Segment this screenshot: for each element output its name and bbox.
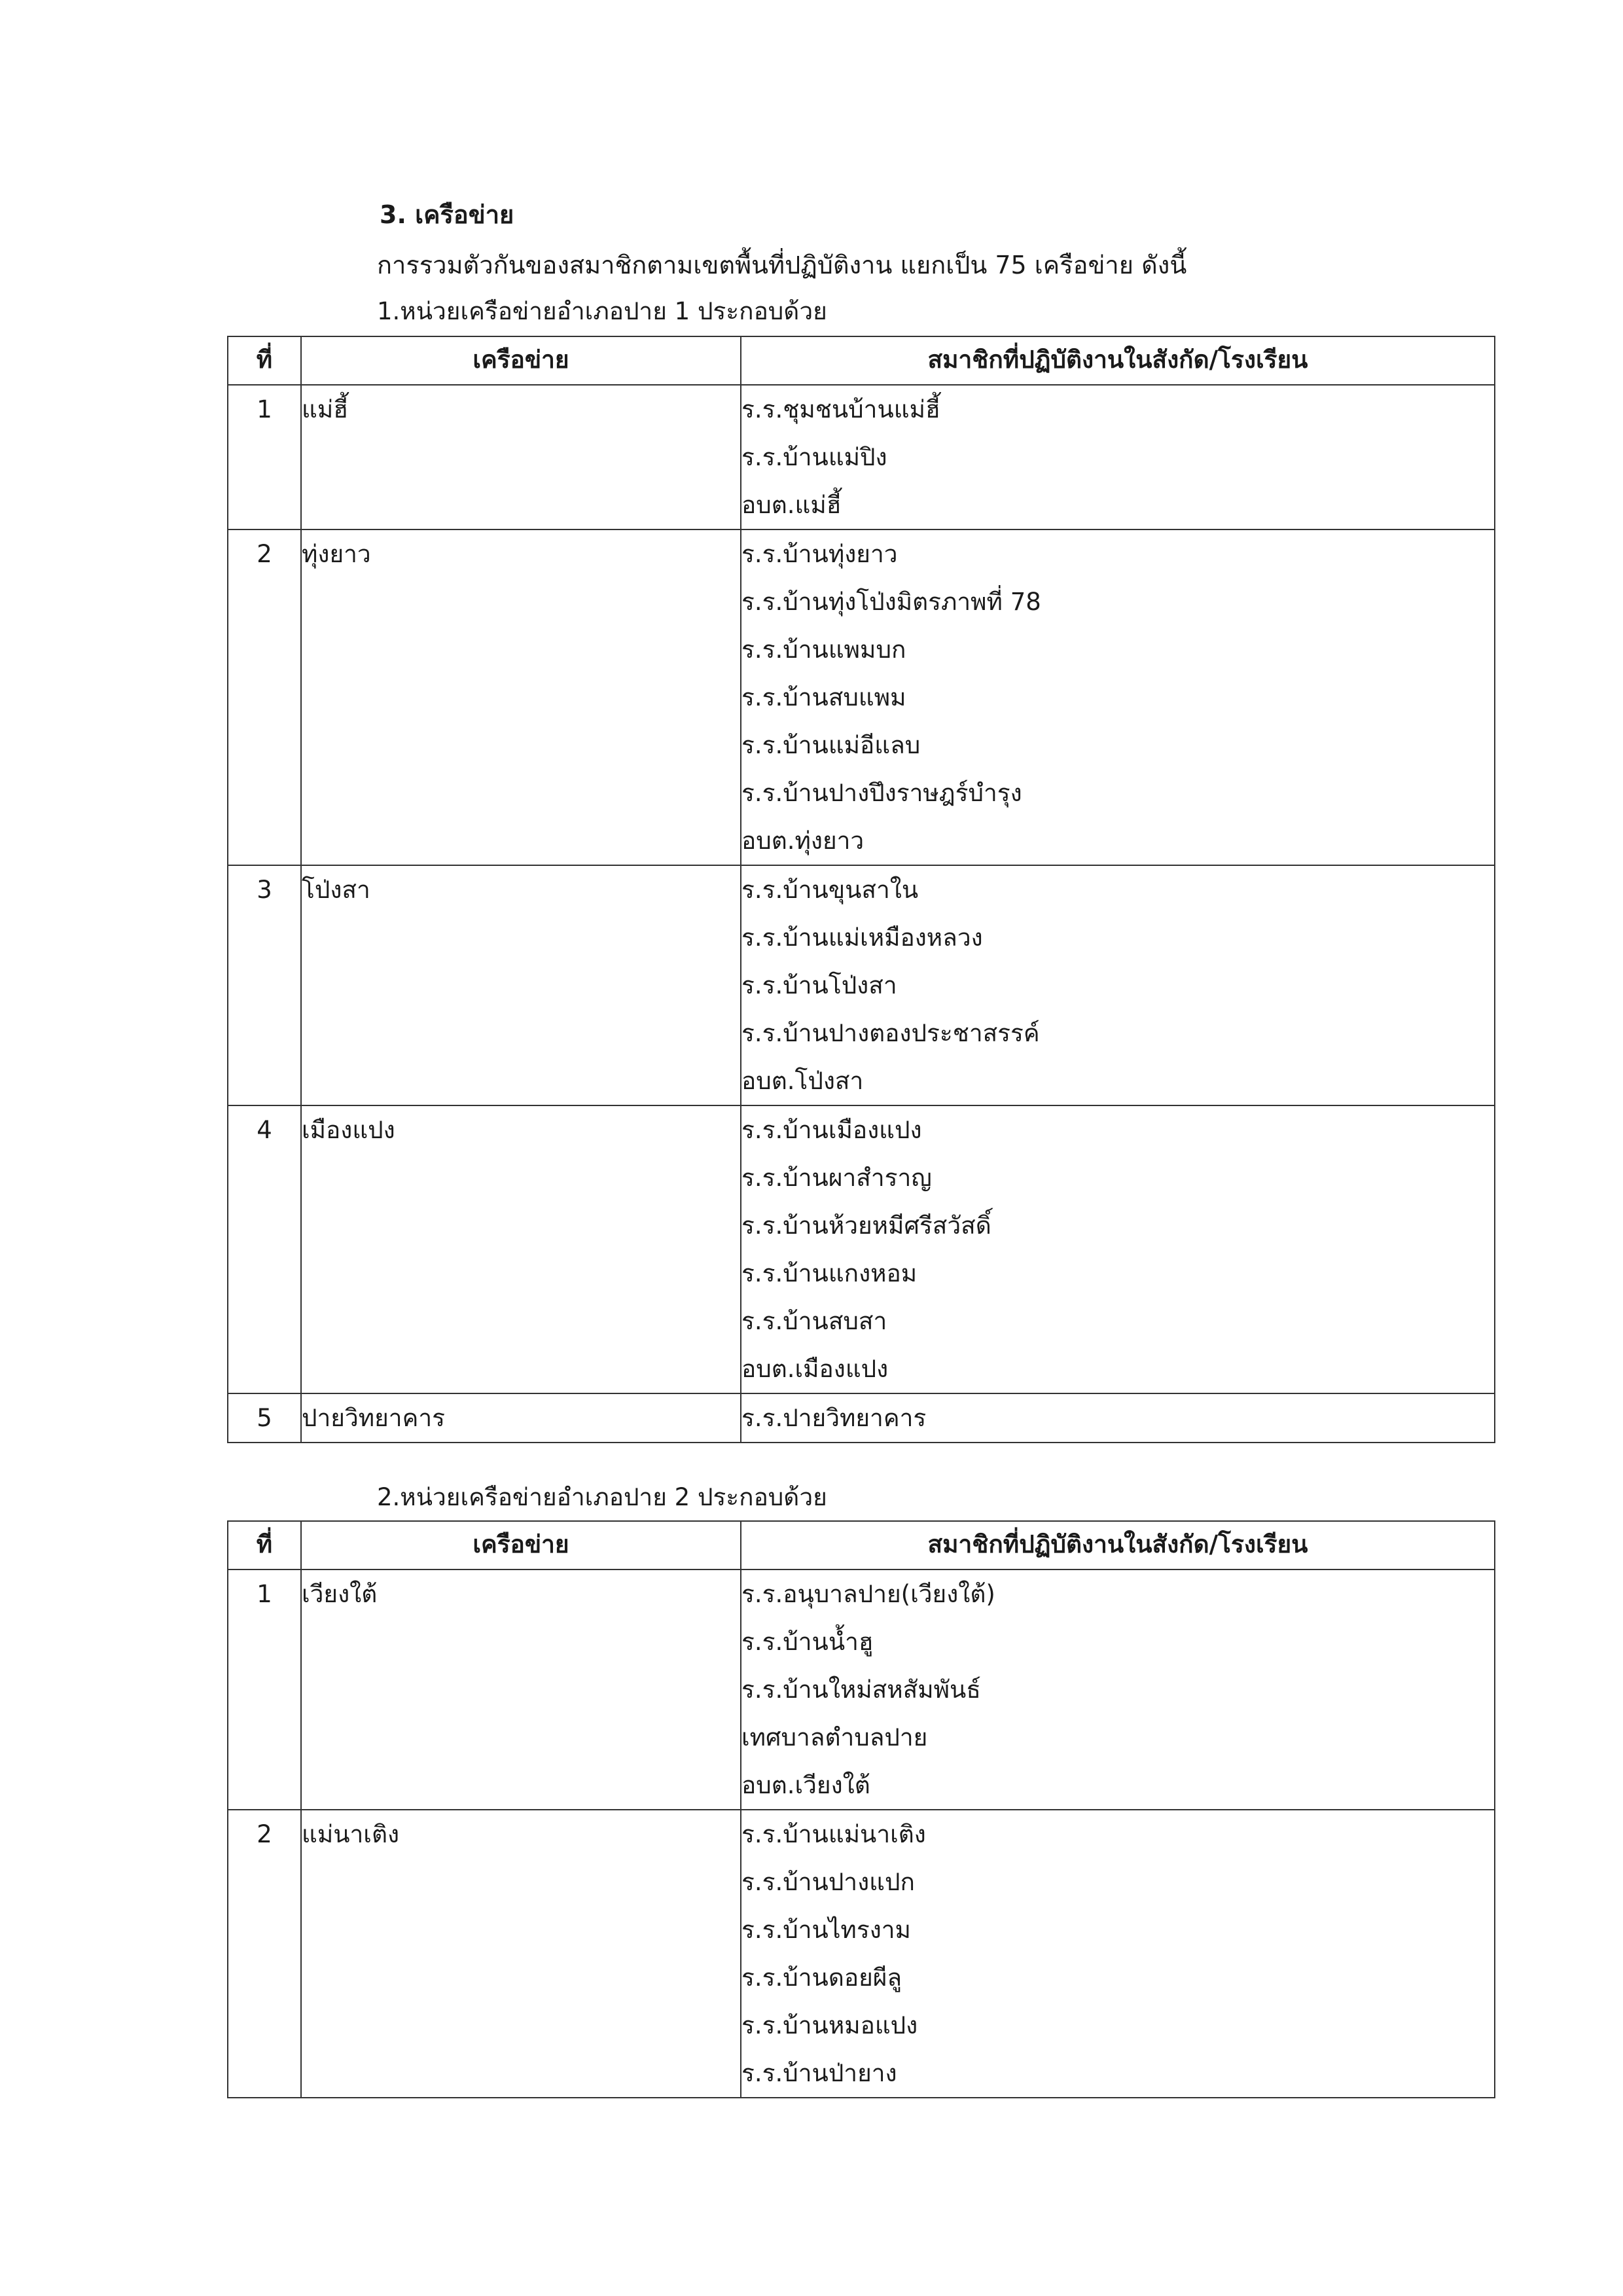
- network-name: โป่งสา: [301, 865, 741, 1105]
- member-item: ร.ร.บ้านปางแปก: [741, 1868, 915, 1896]
- member-item: ร.ร.บ้านน้ำฮู: [741, 1628, 874, 1656]
- member-item: ร.ร.บ้านสบสา: [741, 1307, 887, 1335]
- row-number: 3: [228, 865, 301, 1105]
- member-list: [741, 1393, 1495, 1443]
- member-item: ร.ร.บ้านแม่อีแลบ: [741, 731, 921, 759]
- column-header-network: เครือข่าย: [301, 1521, 741, 1570]
- member-list: [741, 1810, 1495, 2098]
- table-row: [228, 1570, 1495, 1810]
- member-item: ร.ร.บ้านโป่งสา: [741, 971, 897, 999]
- member-item: ร.ร.ชุมชนบ้านแม่ฮี้: [741, 395, 940, 423]
- member-item: ร.ร.บ้านแม่นาเติง: [741, 1820, 926, 1848]
- network-table: [227, 336, 1495, 1443]
- section-heading: 3. เครือข่าย: [380, 200, 514, 229]
- column-header-no: ที่: [228, 1521, 301, 1570]
- column-header-members: สมาชิกที่ปฏิบัติงานในสังกัด/โรงเรียน: [741, 1521, 1495, 1570]
- table-header-row: [228, 1521, 1495, 1570]
- member-list: [741, 529, 1495, 865]
- network-table: [227, 1520, 1495, 2098]
- member-item: ร.ร.บ้านแพมบก: [741, 636, 906, 664]
- row-number: 4: [228, 1105, 301, 1393]
- member-list: [741, 865, 1495, 1105]
- member-list: [741, 385, 1495, 529]
- network-name: เวียงใต้: [301, 1570, 741, 1810]
- row-number: 1: [228, 1570, 301, 1810]
- member-item: ร.ร.บ้านผาสำราญ: [741, 1164, 932, 1192]
- table-row: [228, 1393, 1495, 1443]
- member-item: อบต.โป่งสา: [741, 1067, 864, 1095]
- member-item: ร.ร.บ้านไทรงาม: [741, 1916, 911, 1944]
- row-number: 2: [228, 1810, 301, 2098]
- row-number: 1: [228, 385, 301, 529]
- network-name: ปายวิทยาคาร: [301, 1393, 741, 1443]
- member-item: ร.ร.บ้านดอยผีลู: [741, 1964, 902, 1992]
- member-item: ร.ร.บ้านทุ่งยาว: [741, 540, 898, 568]
- member-item: ร.ร.บ้านใหม่สหสัมพันธ์: [741, 1676, 981, 1704]
- member-item: ร.ร.ปายวิทยาคาร: [741, 1404, 927, 1432]
- member-item: ร.ร.บ้านแม่ปิง: [741, 443, 887, 471]
- table-row: [228, 1105, 1495, 1393]
- table-row: [228, 1810, 1495, 2098]
- table-row: [228, 865, 1495, 1105]
- member-item: ร.ร.บ้านแม่เหมืองหลวง: [741, 924, 983, 952]
- member-item: ร.ร.บ้านเมืองแปง: [741, 1116, 922, 1144]
- member-item: ร.ร.บ้านปางตองประชาสรรค์: [741, 1019, 1040, 1047]
- member-item: ร.ร.บ้านปางปึงราษฎร์บำรุง: [741, 779, 1022, 807]
- member-item: เทศบาลตำบลปาย: [741, 1723, 928, 1751]
- member-item: ร.ร.บ้านแกงหอม: [741, 1259, 918, 1287]
- member-item: อบต.แม่ฮี้: [741, 491, 842, 519]
- member-list: [741, 1570, 1495, 1810]
- section-intro: การรวมตัวกันของสมาชิกตามเขตพื้นที่ปฏิบัติงาน แยกเป็น 75 เครือข่าย ดังนี้: [377, 251, 1187, 279]
- unit-title: 2.หน่วยเครือข่ายอำเภอปาย 2 ประกอบด้วย: [377, 1483, 827, 1511]
- table-header-row: [228, 336, 1495, 385]
- row-number: 2: [228, 529, 301, 865]
- unit-title: 1.หน่วยเครือข่ายอำเภอปาย 1 ประกอบด้วย: [377, 297, 827, 325]
- member-item: ร.ร.บ้านสบแพม: [741, 683, 906, 711]
- member-item: ร.ร.บ้านหมอแปง: [741, 2011, 918, 2039]
- network-name: แม่นาเติง: [301, 1810, 741, 2098]
- member-item: ร.ร.บ้านทุ่งโป่งมิตรภาพที่ 78: [741, 588, 1041, 616]
- network-name: เมืองแปง: [301, 1105, 741, 1393]
- member-item: อบต.เมืองแปง: [741, 1355, 889, 1383]
- member-item: ร.ร.บ้านห้วยหมีศรีสวัสดิ์: [741, 1211, 991, 1240]
- member-item: อบต.เวียงใต้: [741, 1771, 870, 1799]
- table-row: [228, 385, 1495, 529]
- member-item: ร.ร.บ้านป่ายาง: [741, 2059, 897, 2087]
- table-row: [228, 529, 1495, 865]
- member-item: ร.ร.บ้านขุนสาใน: [741, 876, 919, 904]
- column-header-network: เครือข่าย: [301, 336, 741, 385]
- network-name: แม่ฮี้: [301, 385, 741, 529]
- network-name: ทุ่งยาว: [301, 529, 741, 865]
- column-header-no: ที่: [228, 336, 301, 385]
- column-header-members: สมาชิกที่ปฏิบัติงานในสังกัด/โรงเรียน: [741, 336, 1495, 385]
- row-number: 5: [228, 1393, 301, 1443]
- member-item: ร.ร.อนุบาลปาย(เวียงใต้): [741, 1580, 995, 1608]
- member-item: อบต.ทุ่งยาว: [741, 827, 865, 855]
- member-list: [741, 1105, 1495, 1393]
